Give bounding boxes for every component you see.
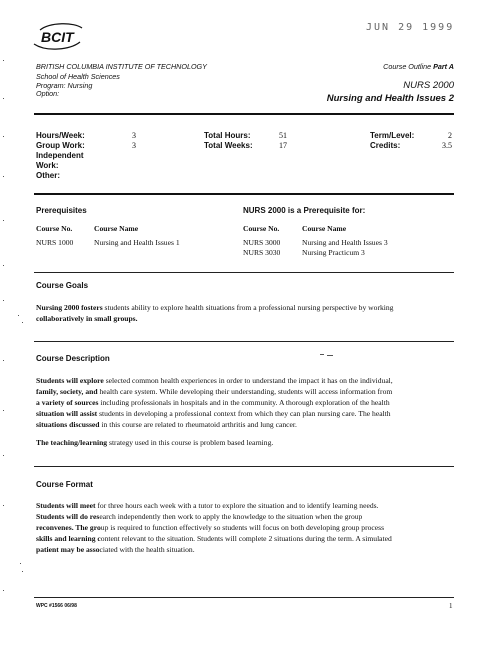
program-name: Program: Nursing	[36, 80, 93, 90]
col-course-no: Course No.	[36, 224, 73, 233]
independent-work-label: Work:	[36, 161, 59, 170]
prereq-row	[36, 238, 73, 248]
next-course-no: NURS 3030	[243, 248, 281, 257]
credits-value: 3.5	[442, 141, 452, 150]
hours-values-mid	[279, 131, 287, 151]
description-p2: The teaching/learning strategy used in this course is problem based learning.	[36, 438, 274, 447]
next-course-no: NURS 3000	[243, 238, 281, 247]
credits-label: Credits:	[370, 141, 401, 150]
footer-divider	[34, 597, 454, 598]
goals-body: students ability to explore health situations from a professional nursing perspective by working	[102, 303, 394, 312]
group-work-value: 3	[132, 141, 136, 150]
bcit-logo	[32, 20, 84, 52]
option-label: Option:	[36, 89, 60, 98]
goals-line2: collaboratively in small groups.	[36, 314, 138, 323]
hours-labels-left	[36, 131, 85, 181]
total-weeks-label: Total Weeks:	[204, 141, 253, 150]
school-name: School of Health Sciences	[36, 72, 120, 81]
logo-lettering: BCIT	[41, 29, 74, 45]
format-text: Students will meet for three hours each week with a tutor to explore the situation and to identify learning needs. Students will do research independently then work to apply the knowledge to the situation when the group reconvenes. The group is required to function effectively so students will focus on both developing group process skills and learning content relevant to the situation. Students will complete 2 situations during the term. A simulated patient may be associated with the health situation.	[36, 501, 392, 554]
outline-part: Part A	[433, 62, 454, 71]
term-level-label: Term/Level:	[370, 131, 415, 140]
form-code: WPC #1566 06/98	[36, 603, 77, 609]
format-title: Course Format	[36, 480, 93, 489]
next-course-name: Nursing and Health Issues 3	[302, 238, 388, 247]
hours-week-label: Hours/Week:	[36, 131, 85, 140]
next-course-names	[302, 238, 388, 258]
outline-label: Course Outline Part A	[383, 62, 454, 71]
prereq-row	[94, 238, 180, 248]
goals-lead: Nursing 2000 fosters	[36, 303, 103, 312]
divider	[34, 341, 454, 342]
page-number: 1	[449, 602, 453, 610]
goals-title: Course Goals	[36, 281, 89, 290]
total-hours-value: 51	[279, 131, 287, 140]
term-level-value: 2	[448, 131, 452, 140]
institution-name: BRITISH COLUMBIA INSTITUTE OF TECHNOLOGY	[36, 62, 207, 71]
total-weeks-value: 17	[279, 141, 287, 150]
goals-text	[36, 302, 456, 324]
prereq-course-name: Nursing and Health Issues 1	[94, 238, 180, 247]
date-stamp: JUN 29 1999	[366, 22, 455, 33]
description-title: Course Description	[36, 354, 110, 363]
col-course-name: Course Name	[302, 224, 347, 233]
hours-values-left	[132, 131, 136, 151]
hours-labels-right	[370, 131, 414, 151]
next-course-name: Nursing Practicum 3	[302, 248, 365, 257]
independent-label: Independent	[36, 151, 84, 160]
group-work-label: Group Work:	[36, 141, 85, 150]
school-block	[36, 73, 120, 99]
hours-labels-mid	[204, 131, 253, 151]
divider	[34, 193, 454, 195]
prereq-course-no: NURS 1000	[36, 238, 74, 247]
hours-values-right	[430, 131, 452, 151]
course-title: Nursing and Health Issues 2	[326, 93, 454, 104]
divider	[34, 113, 454, 115]
prerequisites-title: Prerequisites	[36, 206, 87, 215]
description-p1: Students will explore selected common health experiences in order to understand the impact it has on the individual, family, society, and health care system. While developing their understanding, students will access information from a variety of sources including professionals in hospitals and in the community. A thorough exploration of the health situation will assist students in developing a professional context from which they can plan nursing care. The health situations discussed in this course are related to rheumatoid arthritis and lung cancer.	[36, 376, 393, 429]
prerequisite-for-title: NURS 2000 is a Prerequisite for:	[243, 206, 366, 215]
col-course-no: Course No.	[243, 224, 280, 233]
total-hours-label: Total Hours:	[204, 131, 251, 140]
next-course-nos	[243, 238, 280, 258]
other-label: Other:	[36, 171, 60, 180]
col-course-name: Course Name	[94, 224, 139, 233]
hours-week-value: 3	[132, 131, 136, 140]
course-code: NURS 2000	[403, 80, 454, 91]
divider	[34, 466, 454, 467]
divider	[34, 272, 454, 273]
